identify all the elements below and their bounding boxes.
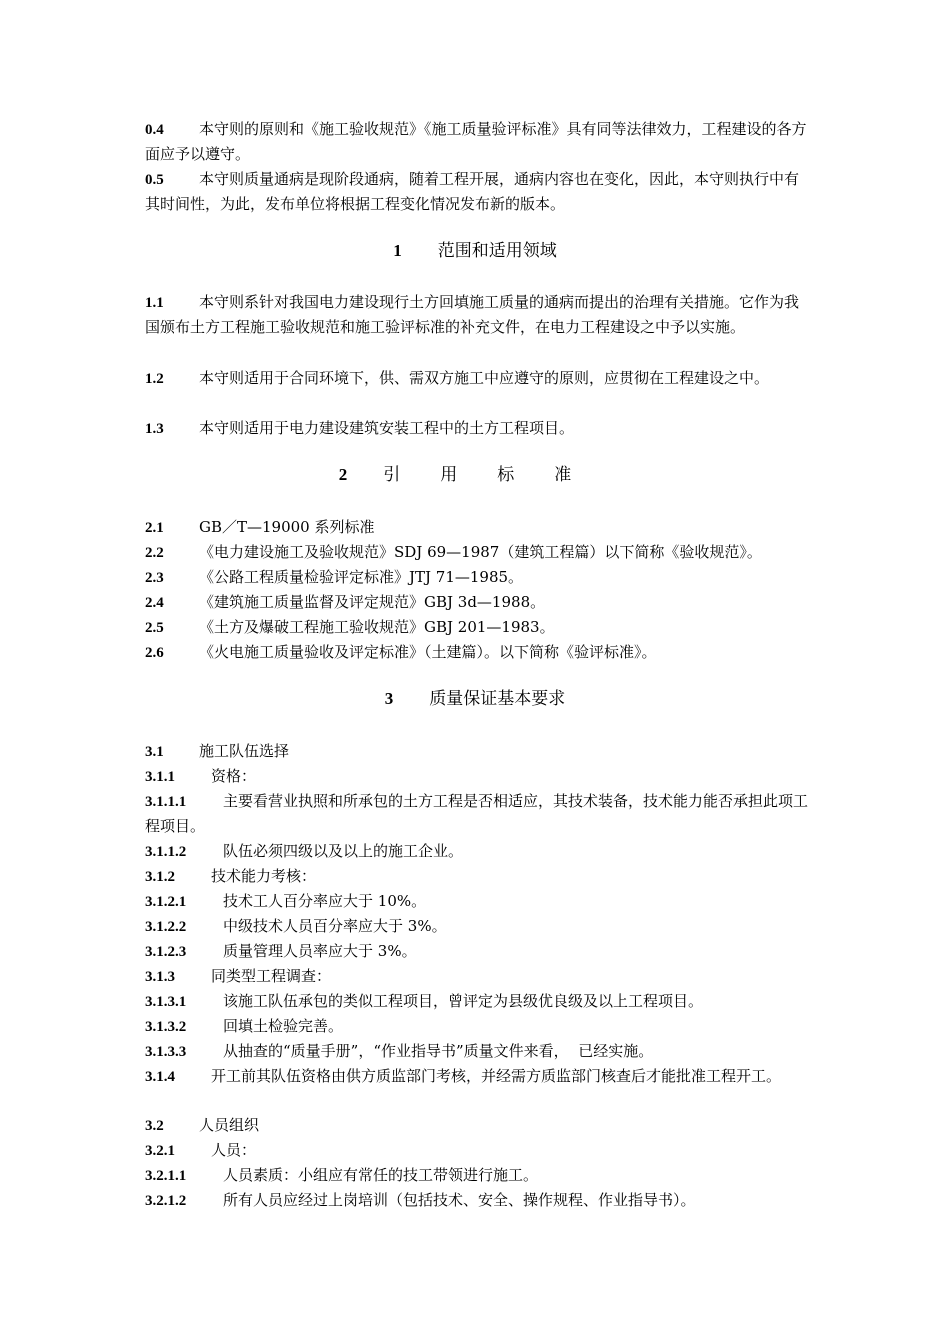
clause-number: 3.1.2 (145, 869, 175, 885)
clause-text: 本守则质量通病是现阶段通病，随着工程开展，通病内容也在变化，因此，本守则执行中有其时间性，为此，发布单位将根据工程变化情况发布新的版本。 (145, 170, 800, 213)
clause-text: 《电力建设施工及验收规范》SDJ 69—1987（建筑工程篇）以下简称《验收规范》。 (199, 543, 762, 561)
clause-3-2-1 (145, 1138, 256, 1163)
clause-text: 同类型工程调查： (211, 967, 332, 985)
clause-number: 3.1.1 (145, 769, 175, 785)
clause-3-1-2-1 (145, 889, 426, 914)
clause-3-2-1-2 (145, 1188, 696, 1213)
clause-number: 3.1.1.1 (145, 794, 187, 810)
clause-3-1-2 (145, 864, 316, 889)
clause-number: 0.4 (145, 122, 164, 138)
clause-2-3 (145, 565, 523, 590)
clause-2-2 (145, 540, 762, 565)
clause-text: 人员组织 (199, 1116, 260, 1134)
clause-number: 3.2.1.2 (145, 1193, 187, 1209)
clause-text: 从抽查的“质量手册”，“作业指导书”质量文件来看， 已经实施。 (223, 1042, 654, 1060)
clause-number: 3.1.3.2 (145, 1019, 187, 1035)
section-title: 范围和适用领域 (437, 241, 557, 261)
clause-number: 0.5 (145, 172, 164, 188)
section-title: 引用标准 (383, 465, 612, 485)
clause-text: 本守则适用于合同环境下，供、需双方施工中应遵守的原则，应贯彻在工程建设之中。 (199, 369, 770, 387)
clause-text: 《建筑施工质量监督及评定规范》GBJ 3d—1988。 (199, 593, 546, 611)
clause-3-1-1-1 (145, 789, 810, 838)
clause-number: 2.3 (145, 570, 164, 586)
clause-number: 3.1.2.3 (145, 944, 187, 960)
clause-text: 资格： (211, 767, 257, 785)
clause-text: 施工队伍选择 (199, 742, 290, 760)
clause-number: 3.2.1.1 (145, 1168, 187, 1184)
clause-text: 所有人员应经过上岗培训（包括技术、安全、操作规程、作业指导书）。 (223, 1191, 696, 1209)
clause-text: 本守则系针对我国电力建设现行土方回填施工质量的通病而提出的治理有关措施。它作为我国颁布土方工程施工验收规范和施工验评标准的补充文件，在电力工程建设之中予以实施。 (145, 293, 800, 336)
clause-3-1-4 (145, 1064, 810, 1089)
clause-3-1-2-3 (145, 939, 417, 964)
section-number: 1 (393, 241, 402, 260)
clause-text: 本守则的原则和《施工验收规范》《施工质量验评标准》具有同等法律效力，工程建设的各方面应予以遵守。 (145, 120, 807, 163)
clause-2-6 (145, 640, 657, 665)
clause-text: 《公路工程质量检验评定标准》JTJ 71—1985。 (199, 568, 524, 586)
clause-text: 人员： (211, 1141, 257, 1159)
clause-number: 3.2 (145, 1118, 164, 1134)
clause-3-1 (145, 739, 289, 764)
clause-number: 2.5 (145, 620, 164, 636)
clause-2-5 (145, 615, 555, 640)
section-title: 质量保证基本要求 (429, 689, 566, 709)
clause-text: 人员素质：小组应有常任的技工带领进行施工。 (223, 1166, 539, 1184)
clause-3-1-3-2 (145, 1014, 343, 1039)
section-number: 3 (384, 689, 394, 708)
clause-3-2 (145, 1113, 259, 1138)
clause-text: 队伍必须四级以及以上的施工企业。 (223, 842, 464, 860)
clause-text: 技术工人百分率应大于 10%。 (223, 892, 427, 910)
clause-number: 3.1.2.2 (145, 919, 187, 935)
clause-3-1-1 (145, 764, 256, 789)
clause-1-3 (145, 416, 574, 441)
clause-number: 3.1.3.3 (145, 1044, 187, 1060)
clause-number: 3.2.1 (145, 1143, 175, 1159)
clause-number: 2.2 (145, 545, 164, 561)
clause-2-1 (145, 515, 375, 540)
clause-number: 1.3 (145, 421, 164, 437)
clause-text: 《火电施工质量验收及评定标准》（土建篇）。以下简称《验评标准》。 (199, 643, 657, 661)
clause-number: 1.1 (145, 295, 164, 311)
clause-text: 本守则适用于电力建设建筑安装工程中的土方工程项目。 (199, 419, 575, 437)
clause-text: 回填土检验完善。 (223, 1017, 344, 1035)
clause-number: 3.1.1.2 (145, 844, 187, 860)
clause-number: 3.1.2.1 (145, 894, 187, 910)
clause-0-4 (145, 117, 810, 166)
clause-number: 1.2 (145, 371, 164, 387)
clause-3-1-2-2 (145, 914, 447, 939)
clause-number: 3.1.3 (145, 969, 175, 985)
clause-2-4 (145, 590, 545, 615)
clause-3-2-1-1 (145, 1163, 538, 1188)
section-heading-3 (0, 686, 950, 712)
clause-text: 开工前其队伍资格由供方质监部门考核，并经需方质监部门核查后才能批准工程开工。 (211, 1067, 782, 1085)
clause-3-1-3-1 (145, 989, 703, 1014)
section-heading-2 (0, 462, 950, 488)
clause-text: 《土方及爆破工程施工验收规范》GBJ 201—1983。 (199, 618, 555, 636)
clause-3-1-3 (145, 964, 331, 989)
clause-3-1-3-3 (145, 1039, 653, 1064)
clause-1-1 (145, 290, 810, 339)
clause-number: 2.6 (145, 645, 164, 661)
clause-3-1-1-2 (145, 839, 463, 864)
clause-number: 2.4 (145, 595, 164, 611)
clause-text: 质量管理人员率应大于 3%。 (223, 942, 417, 960)
clause-0-5 (145, 167, 810, 216)
clause-text: 该施工队伍承包的类似工程项目，曾评定为县级优良级及以上工程项目。 (223, 992, 704, 1010)
clause-number: 3.1.3.1 (145, 994, 187, 1010)
clause-text: GB／T—19000 系列标准 (199, 518, 375, 536)
clause-text: 主要看营业执照和所承包的土方工程是否相适应，其技术装备，技术能力能否承担此项工程项目。 (145, 792, 809, 835)
clause-number: 2.1 (145, 520, 164, 536)
clause-text: 中级技术人员百分率应大于 3%。 (223, 917, 447, 935)
clause-number: 3.1 (145, 744, 164, 760)
clause-1-2 (145, 366, 810, 391)
clause-number: 3.1.4 (145, 1069, 175, 1085)
section-heading-1 (0, 238, 950, 264)
clause-text: 技术能力考核： (211, 867, 317, 885)
section-number: 2 (338, 465, 348, 484)
